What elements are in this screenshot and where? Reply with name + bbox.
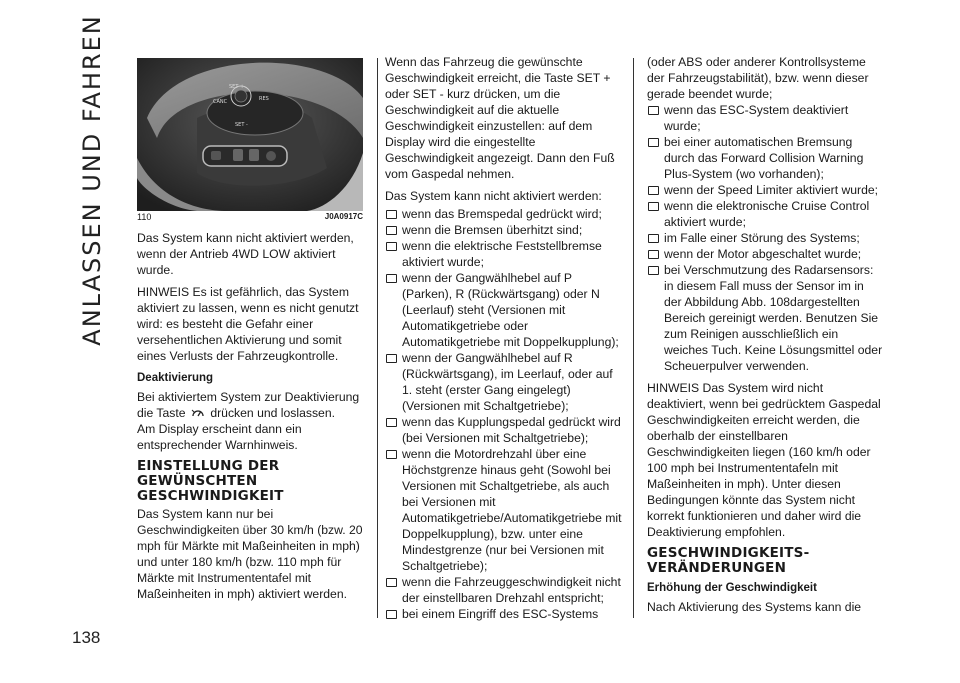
column-2 — [385, 54, 625, 622]
paragraph: (oder ABS oder anderer Kontrollsysteme der Fahrzeugstabilität), bzw. wenn dieser gerade beendet wurde; — [647, 55, 869, 101]
list-item — [647, 262, 883, 374]
paragraph: Das System kann nur bei Geschwindigkeiten über 30 km/h (bzw. 20 mph für Märkte mit Maßeinheiten in mph) und unter 180 km/h (bzw. 110 mph für Märkte mit Instrumententafel mit Maßeinheiten in mph) aktiviert werden. — [137, 507, 363, 601]
paragraph: Wenn das Fahrzeug die gewünschte Geschwindigkeit erreicht, die Taste SET + oder SET - kurz drücken, um die Geschwindigkeit auf die aktuelle Geschwindigkeit einzustellen: auf dem Display wird die eingestellte Geschwindigkeit angezeigt. Dann den Fuß vom Gaspedal nehmen. — [385, 55, 615, 181]
bullet-box-icon — [386, 274, 397, 283]
bullet-box-icon — [648, 250, 659, 259]
list-item — [647, 230, 883, 246]
list-item — [647, 134, 883, 182]
list-item-text: im Falle einer Störung des Systems; — [664, 231, 860, 245]
list-item — [647, 198, 883, 230]
list-item — [385, 606, 625, 622]
list-item — [385, 574, 625, 606]
figure-number: 110 — [137, 212, 152, 222]
list-item-text: wenn die elektrische Feststellbremse aktiviert wurde; — [402, 239, 602, 269]
bullet-box-icon — [648, 202, 659, 211]
column-divider — [633, 58, 634, 618]
list-item-text: bei einem Eingriff des ESC-Systems — [402, 607, 599, 621]
subheading-increase: Erhöhung der Geschwindigkeit — [647, 582, 817, 594]
list-item-text: wenn die Fahrzeuggeschwindigkeit nicht der einstellbaren Drehzahl entspricht; — [402, 575, 621, 605]
list-item — [385, 446, 625, 574]
button-label-set-minus: SET - — [235, 122, 248, 128]
bullet-box-icon — [648, 186, 659, 195]
list-item-text: wenn das Bremspedal gedrückt wird; — [402, 207, 602, 221]
bullet-box-icon — [386, 610, 397, 619]
list-item-text: wenn der Motor abgeschaltet wurde; — [664, 247, 862, 261]
chapter-title-text: ANLASSEN UND FAHREN — [78, 14, 106, 346]
list-item — [647, 182, 883, 198]
bullet-box-icon — [386, 210, 397, 219]
bullet-box-icon — [386, 578, 397, 587]
list-item — [647, 246, 883, 262]
column-1 — [137, 230, 369, 608]
list-item-text: wenn das Kupplungspedal gedrückt wird (bei Versionen mit Schaltgetriebe); — [402, 415, 621, 445]
paragraph: Das System kann nicht aktiviert werden: — [385, 189, 602, 203]
list-item-text: bei einer automatischen Bremsung durch das Forward Collision Warning Plus-System (wo vorhanden); — [664, 135, 864, 181]
button-label-res: RES — [259, 96, 269, 102]
paragraph: Das System kann nicht aktiviert werden, wenn der Antrieb 4WD LOW aktiviert wurde. — [137, 231, 354, 277]
list-item-text: wenn die elektronische Cruise Control aktiviert wurde; — [664, 199, 870, 229]
bullet-box-icon — [648, 266, 659, 275]
section-heading: GESCHWINDIGKEITS-VERÄNDERUNGEN — [647, 545, 810, 576]
bullet-box-icon — [648, 138, 659, 147]
figure-code: J0A0917C — [324, 212, 363, 221]
bullet-box-icon — [648, 106, 659, 115]
steering-wheel-photo — [137, 58, 363, 211]
bullet-box-icon — [648, 234, 659, 243]
deact-text-2: drücken und loslassen. — [210, 406, 336, 420]
list-item-text: bei Verschmutzung des Radarsensors: in diesem Fall muss der Sensor im in der Abbildung Abb. 108dargestellten Bereich gereinigt werden. Benutzen Sie zum Reinigen ausschließlich ein weiches Tuch. Keine Lösungsmittel oder Scheuerpulver verwenden. — [664, 263, 883, 373]
bullet-box-icon — [386, 226, 397, 235]
list-item-text: wenn die Motordrehzahl über eine Höchstgrenze hinaus geht (Sowohl bei Versionen mit Schaltgetriebe, als auch bei Versionen mit Automatikgetriebe/Automatikgetriebe mit Doppelkupplung), bzw. unter eine Mindestgrenze (nur bei Versionen mit Schaltgetriebe); — [402, 447, 622, 573]
list-item — [385, 238, 625, 270]
section-heading: EINSTELLUNG DER GEWÜNSCHTEN GESCHWINDIGKEIT — [137, 458, 284, 504]
list-item — [385, 222, 625, 238]
list-item-text: wenn der Gangwählhebel auf P (Parken), R (Rückwärtsgang) oder N (Leerlauf) steht (Versionen mit Automatikgetriebe oder Automatikgetriebe mit Doppelkupplung); — [402, 271, 619, 349]
bullet-box-icon — [386, 450, 397, 459]
figure-caption — [137, 212, 363, 222]
chapter-title — [70, 14, 114, 346]
list-item — [647, 102, 883, 134]
bullet-box-icon — [386, 354, 397, 363]
list-item — [385, 414, 625, 446]
deact-text-1: Bei aktiviertem System zur Deaktivierung die Taste — [137, 390, 360, 420]
steering-wheel-illustration — [137, 58, 363, 211]
note-paragraph: HINWEIS Es ist gefährlich, das System aktiviert zu lassen, wenn es nicht genutzt wird: es besteht die Gefahr einer versehentlichen Aktivierung und somit eines Verlusts der Fahrzeugkontrolle. — [137, 285, 359, 363]
list-item-text: wenn das ESC-System deaktiviert wurde; — [664, 103, 849, 133]
bullet-box-icon — [386, 418, 397, 427]
button-label-cancel: CANC — [213, 99, 228, 105]
paragraph: Am Display erscheint dann ein entsprechender Warnhinweis. — [137, 422, 302, 452]
list-item — [385, 350, 625, 414]
page-number: 138 — [72, 628, 101, 647]
paragraph: Nach Aktivierung des Systems kann die — [647, 600, 862, 614]
list-item-text: wenn der Gangwählhebel auf R (Rückwärtsgang), im Leerlauf, oder auf 1. steht (erster Gang eingelegt) (Versionen mit Schaltgetriebe); — [402, 351, 613, 413]
list-item — [385, 206, 625, 222]
list-item-text: wenn der Speed Limiter aktiviert wurde; — [664, 183, 879, 197]
cruise-control-cancel-icon — [191, 408, 205, 418]
subheading-deactivation: Deaktivierung — [137, 372, 214, 384]
column-3 — [647, 54, 883, 621]
button-label-set-plus: SET + — [229, 84, 245, 90]
note-paragraph: HINWEIS Das System wird nicht deaktiviert, wenn bei gedrücktem Gaspedal Geschwindigkeiten erreicht werden, die oberhalb der einstellbaren Geschwindigkeiten liegen (160 km/h oder 100 mph bei Instrumententafeln mit Maßeinheiten in mph). Unter diesen Bedingungen könnte das System nicht korrekt funktionieren und daher wird die Deaktivierung empfohlen. — [647, 381, 881, 539]
list-item — [385, 270, 625, 350]
bullet-box-icon — [386, 242, 397, 251]
list-item-text: wenn die Bremsen überhitzt sind; — [402, 223, 583, 237]
column-divider — [377, 58, 378, 618]
paragraph — [137, 389, 369, 421]
